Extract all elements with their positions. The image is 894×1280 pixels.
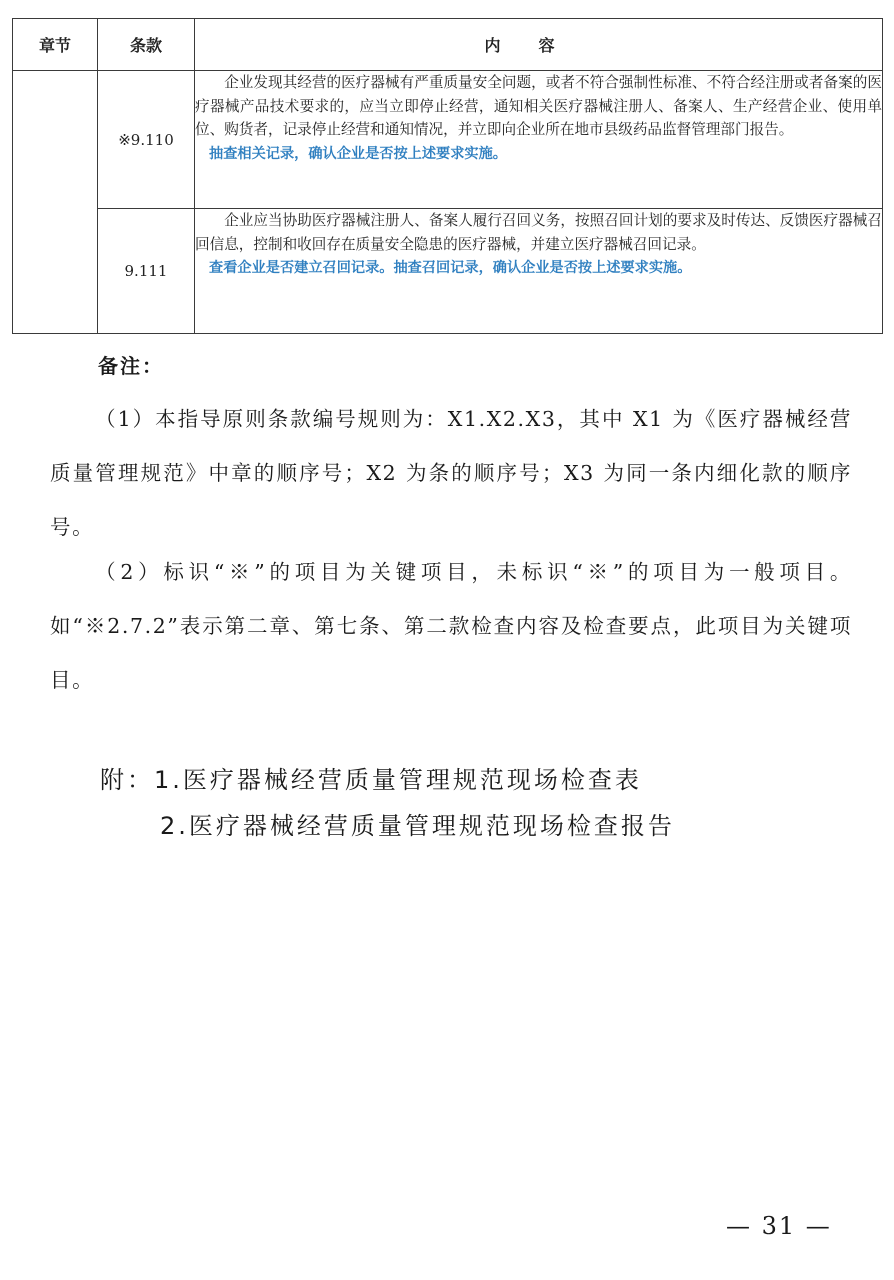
- clause-content: 企业应当协助医疗器械注册人、备案人履行召回义务，按照召回计划的要求及时传达、反馈医疗器械召回信息，控制和收回存在质量安全隐患的医疗器械，并建立医疗器械召回记录。: [195, 212, 882, 253]
- attachment-item-1: 附：1.医疗器械经营质量管理规范现场检查表: [100, 766, 642, 794]
- note-item-2: （2）标识“※”的项目为关键项目，未标识“※”的项目为一般项目。如“※2.7.2”表示第二章、第七条、第二款检查内容及检查要点，此项目为关键项目。: [50, 560, 852, 692]
- clause-number-cell: 9.111: [98, 209, 195, 334]
- page-number: — 31 —: [726, 1212, 832, 1240]
- table-row: [13, 71, 883, 209]
- clause-number-cell: ※9.110: [98, 71, 195, 209]
- table-row: [13, 209, 883, 334]
- chapter-cell: [13, 71, 98, 334]
- inspection-method: 查看企业是否建立召回记录。抽查召回记录，确认企业是否按上述要求实施。: [209, 260, 692, 276]
- note-item-1: （1）本指导原则条款编号规则为：X1.X2.X3，其中 X1 为《医疗器械经营质量管理规范》中章的顺序号；X2 为条的顺序号；X3 为同一条内细化款的顺序号。: [50, 407, 852, 539]
- inspection-clause-table: [12, 18, 883, 334]
- attachment-item-2: 2.医疗器械经营质量管理规范现场检查报告: [160, 812, 675, 840]
- header-content: 内容: [195, 19, 883, 71]
- header-chapter: 章节: [13, 19, 98, 71]
- notes-title: 备注：: [98, 354, 164, 378]
- clause-content: 企业发现其经营的医疗器械有严重质量安全问题，或者不符合强制性标准、不符合经注册或者备案的医疗器械产品技术要求的，应当立即停止经营，通知相关医疗器械注册人、备案人、生产经营企业、使用单位、购货者，记录停止经营和通知情况，并立即向企业所在地市县级药品监督管理部门报告。: [195, 74, 882, 138]
- inspection-method: 抽查相关记录，确认企业是否按上述要求实施。: [209, 145, 507, 162]
- header-clause: 条款: [98, 19, 195, 71]
- content-cell: [195, 71, 883, 209]
- table-header-row: [13, 19, 883, 71]
- content-cell: [195, 209, 883, 334]
